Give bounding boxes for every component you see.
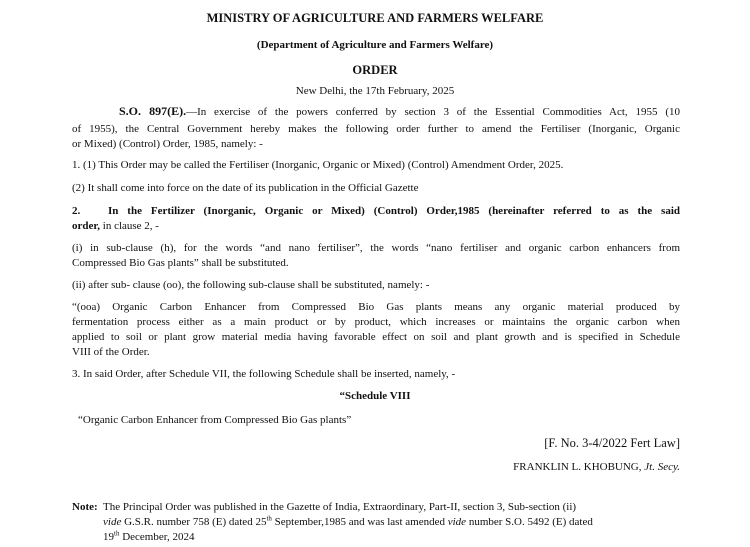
definition-line-4: VIII of the Order. [72, 346, 150, 358]
note-vide-1: vide [103, 516, 122, 528]
definition-line-3: applied to soil or plant grow material media having favorable effect on soil and plant growth and is specified in Schedule [72, 331, 680, 343]
note-so-number: number S.O. 5492 (E) dated [466, 516, 593, 528]
order-title: ORDER [352, 63, 398, 77]
note-line-3 [103, 530, 680, 545]
note-sup-1: th [266, 514, 272, 523]
note-sup-2: th [114, 529, 120, 538]
definition-line-1: “(ooa) Organic Carbon Enhancer from Compressed Bio Gas plants means any organic material produced by [72, 301, 680, 313]
clause-2-heading-line-1: In the Fertilizer (Inorganic, Organic or Mixed) (Control) Order,1985 (hereinafter referred to as the said [108, 205, 680, 217]
note-amended: September,1985 and was last amended [271, 516, 448, 528]
clause-3: 3. In said Order, after Schedule VII, the following Schedule shall be inserted, namely, - [72, 368, 456, 380]
item-ii: (ii) after sub- clause (oo), the following sub-clause shall be substituted, namely: - [72, 279, 430, 291]
note-vide-2: vide [447, 516, 467, 528]
item-i-line-2: Compressed Bio Gas plants” shall be substituted. [72, 257, 289, 269]
preamble-text: —In exercise of the powers conferred by section 3 of the Essential Commodities Act, 1955 (10 [186, 106, 680, 118]
department-heading: (Department of Agriculture and Farmers Welfare) [256, 39, 494, 51]
note-gsr: G.S.R. number 758 (E) dated 25 [121, 516, 267, 528]
definition-line-2: fermentation process either as a main product or by product, which increases or maintains the organic carbon when [72, 316, 680, 328]
note-line-1: The Principal Order was published in the Gazette of India, Extraordinary, Part-II, section 3, Sub-section (ii) [103, 501, 577, 513]
file-number: [F. No. 3-4/2022 Fert Law] [544, 436, 680, 450]
note-month-year: December, 2024 [119, 531, 195, 543]
clause-2-heading-line-2 [72, 219, 680, 234]
item-i-line-1: (i) in sub-clause (h), for the words “and nano fertiliser”, the words “nano fertiliser and organic carbon enhancers from [72, 242, 680, 254]
signatory-designation: Jt. Secy. [641, 461, 680, 473]
preamble-line-2: of 1955), the Central Government hereby makes the following order further to amend the Fertiliser (Inorganic, Organic [72, 123, 680, 135]
clause-1-sub-1: 1. (1) This Order may be called the Fertiliser (Inorganic, Organic or Mixed) (Control) Amendment Order, 2025. [72, 159, 564, 171]
note-day: 19 [103, 531, 114, 543]
ministry-heading: MINISTRY OF AGRICULTURE AND FARMERS WELFARE [206, 11, 544, 25]
clause-2-number: 2. [72, 205, 81, 217]
so-number: S.O. 897(E). [119, 104, 187, 118]
note-label: Note: [72, 501, 98, 513]
clause-1-sub-2: (2) It shall come into force on the date of its publication in the Official Gazette [72, 182, 419, 194]
clause-2-heading-rest: in clause 2, - [100, 220, 159, 232]
schedule-content: “Organic Carbon Enhancer from Compressed Bio Gas plants” [78, 414, 352, 426]
place-date: New Delhi, the 17th February, 2025 [295, 85, 455, 97]
signatory-name: FRANKLIN L. KHOBUNG, [513, 461, 642, 473]
note-line-2 [103, 515, 680, 530]
schedule-title: “Schedule VIII [339, 390, 411, 402]
preamble-line-3: or Mixed) (Control) Order, 1985, namely: - [72, 138, 263, 150]
clause-2-heading-order: order, [72, 220, 101, 232]
preamble-line-1 [119, 104, 680, 120]
signature-block [400, 460, 680, 475]
